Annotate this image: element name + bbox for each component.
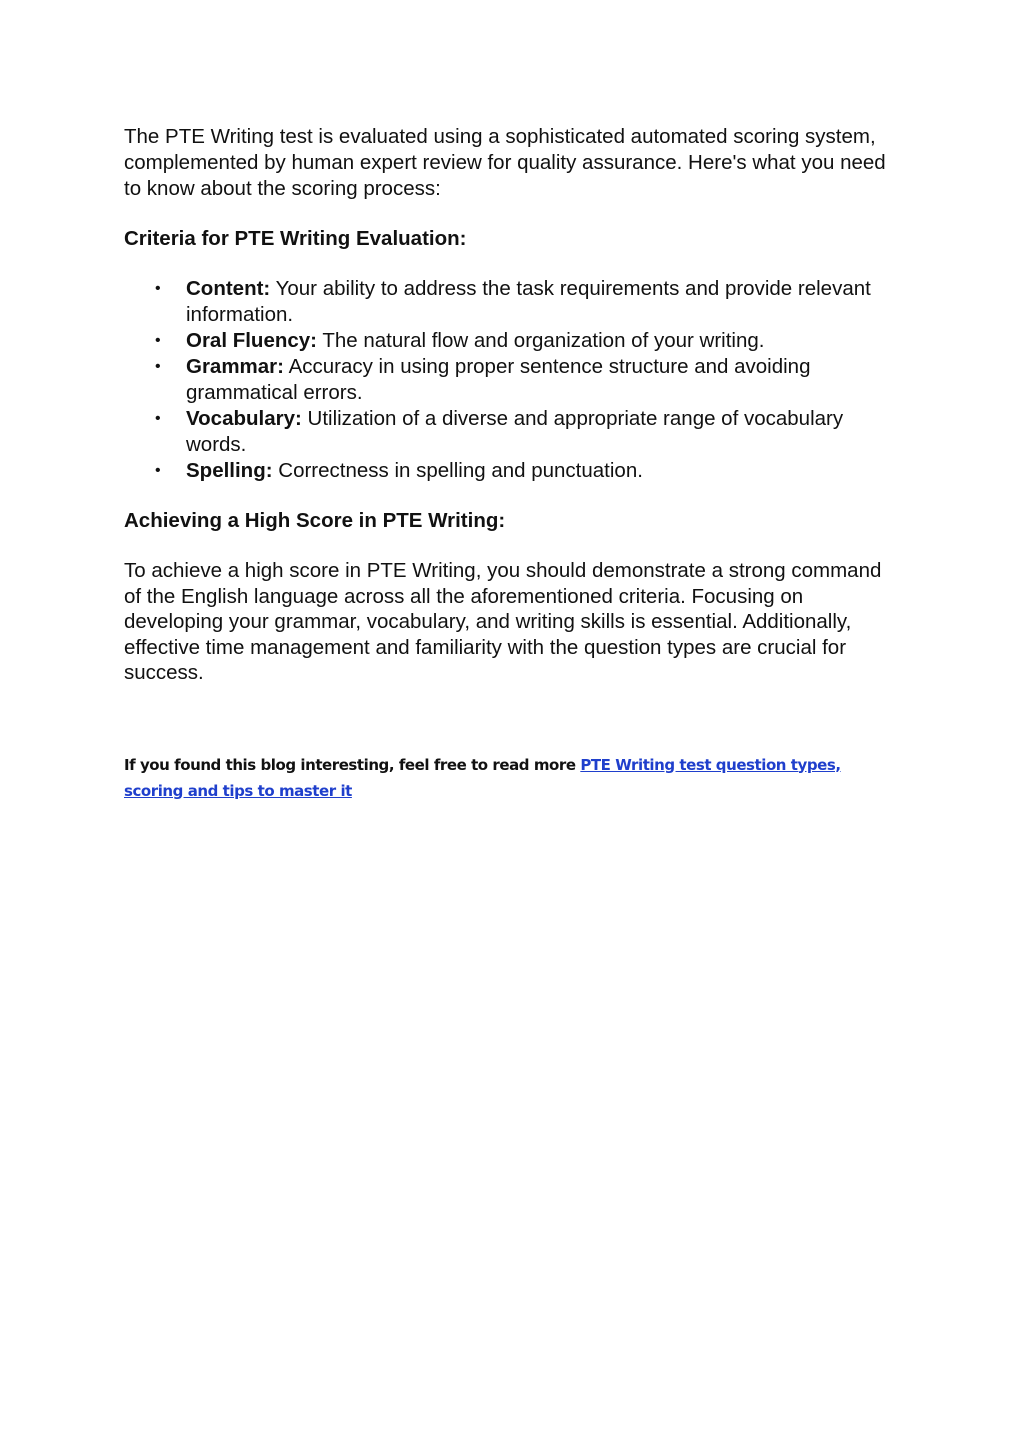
list-item <box>124 276 904 328</box>
footer-note <box>124 752 904 804</box>
criteria-term-grammar: Grammar: <box>186 355 284 378</box>
list-item <box>124 354 904 406</box>
criteria-heading: Criteria for PTE Writing Evaluation: <box>124 227 467 250</box>
criteria-text-grammar: Accuracy in using proper sentence structure and avoiding grammatical errors. <box>186 355 811 404</box>
bullet-icon: • <box>155 358 161 375</box>
achieving-heading: Achieving a High Score in PTE Writing: <box>124 509 506 532</box>
achieving-paragraph: To achieve a high score in PTE Writing, you should demonstrate a strong command of the English language across all the aforementioned criteria. Focusing on developing your grammar, vocabulary, and writing skills is essential. Additionally, effective time management and familiarity with the question types are crucial for success. <box>124 559 882 684</box>
bullet-icon: • <box>155 410 161 427</box>
criteria-term-oral-fluency: Oral Fluency: <box>186 329 318 352</box>
criteria-text-spelling: Correctness in spelling and punctuation. <box>272 459 643 482</box>
document-page <box>124 124 904 819</box>
criteria-text-content: Your ability to address the task requirements and provide relevant information. <box>186 277 871 326</box>
intro-paragraph: The PTE Writing test is evaluated using a sophisticated automated scoring system, complemented by human expert review for quality assurance. Here's what you need to know about the scoring process: <box>124 125 886 200</box>
criteria-text-vocabulary: Utilization of a diverse and appropriate range of vocabulary words. <box>186 407 844 456</box>
criteria-term-vocabulary: Vocabulary: <box>186 407 302 430</box>
criteria-text-oral-fluency: The natural flow and organization of your writing. <box>317 329 765 352</box>
criteria-term-content: Content: <box>186 277 271 300</box>
bullet-icon: • <box>155 462 161 479</box>
blog-link[interactable]: PTE Writing test question types, scoring and tips to master it <box>124 755 841 800</box>
bullet-icon: • <box>155 332 161 349</box>
footer-text: If you found this blog interesting, feel free to read more <box>124 755 581 774</box>
criteria-list <box>124 276 904 484</box>
list-item <box>124 458 904 484</box>
list-item <box>124 328 904 354</box>
bullet-icon: • <box>155 280 161 297</box>
list-item <box>124 406 904 458</box>
criteria-term-spelling: Spelling: <box>186 459 273 482</box>
